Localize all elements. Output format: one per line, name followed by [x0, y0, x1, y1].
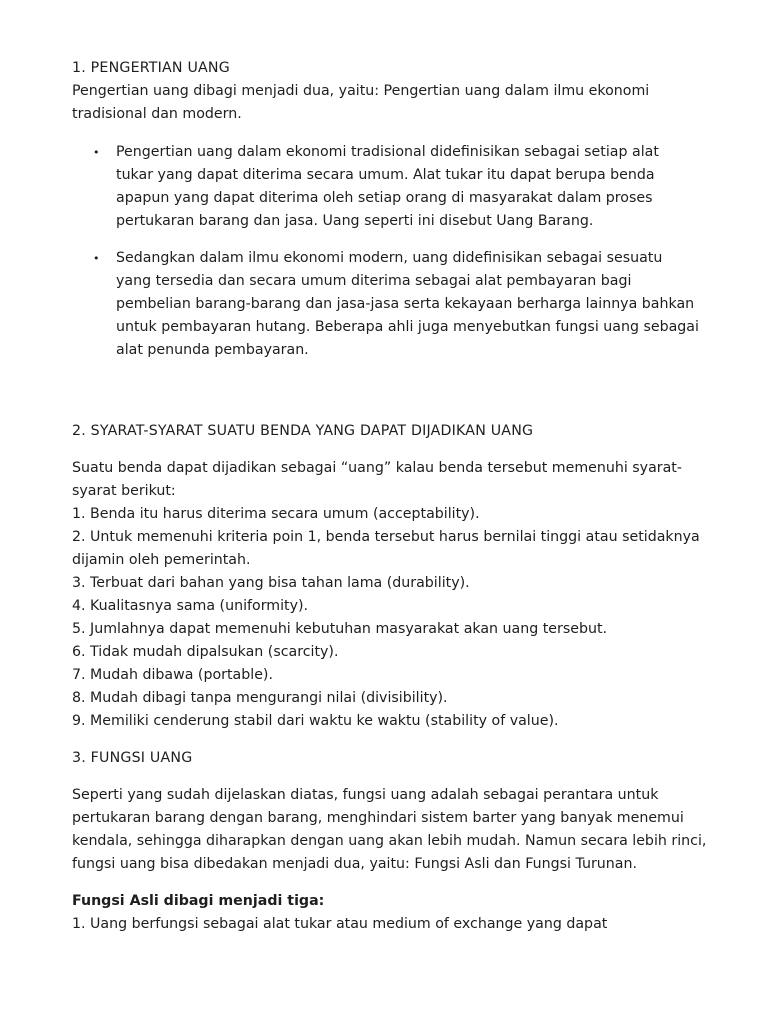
bullet-icon: •: [93, 252, 100, 265]
section-1-bullet-list: [72, 141, 712, 362]
list-item: 1. Uang berfungsi sebagai alat tukar atau medium of exchange yang dapat: [72, 916, 608, 932]
bullet-icon: •: [93, 146, 100, 159]
section-syarat-syarat: [72, 420, 712, 733]
section-3-numbered-list: [72, 913, 712, 936]
section-1-intro: Pengertian uang dibagi menjadi dua, yaitu: Pengertian uang dalam ilmu ekonomi tradisional dan modern.: [72, 83, 650, 122]
list-item: 4. Kualitasnya sama (uniformity).: [72, 598, 309, 614]
list-item: 9. Memiliki cenderung stabil dari waktu ke waktu (stability of value).: [72, 713, 559, 729]
list-item: 3. Terbuat dari bahan yang bisa tahan lama (durability).: [72, 575, 470, 591]
section-3-paragraph: Seperti yang sudah dijelaskan diatas, fungsi uang adalah sebagai perantara untuk pertukaran barang dengan barang, menghindari sistem barter yang banyak menemui kendala, sehingga diharapkan dengan uang akan lebih mudah. Namun secara lebih rinci, fungsi uang bisa dibedakan menjadi dua, yaitu: Fungsi Asli dan Fungsi Turunan.: [72, 787, 707, 872]
bullet-item: [72, 141, 700, 233]
section-fungsi-uang: [72, 747, 712, 936]
section-1-heading: 1. PENGERTIAN UANG: [72, 60, 230, 76]
section-3-heading: 3. FUNGSI UANG: [72, 750, 193, 766]
list-item: 6. Tidak mudah dipalsukan (scarcity).: [72, 644, 339, 660]
section-2-numbered-list: [72, 503, 712, 733]
document-page: [72, 57, 712, 936]
section-2-intro: Suatu benda dapat dijadikan sebagai “uang” kalau benda tersebut memenuhi syarat-syarat berikut:: [72, 460, 682, 499]
list-item: 8. Mudah dibagi tanpa mengurangi nilai (divisibility).: [72, 690, 448, 706]
bullet-text: Sedangkan dalam ilmu ekonomi modern, uang didefinisikan sebagai sesuatu yang tersedia dan secara umum diterima sebagai alat pembayaran bagi pembelian barang-barang dan jasa-jasa serta kekayaan berharga lainnya bahkan untuk pembayaran hutang. Beberapa ahli juga menyebutkan fungsi uang sebagai alat penunda pembayaran.: [116, 250, 699, 358]
section-2-heading: 2. SYARAT-SYARAT SUATU BENDA YANG DAPAT DIJADIKAN UANG: [72, 423, 534, 439]
bullet-text: Pengertian uang dalam ekonomi tradisional didefinisikan sebagai setiap alat tukar yang dapat diterima secara umum. Alat tukar itu dapat berupa benda apapun yang dapat diterima oleh setiap orang di masyarakat dalam proses pertukaran barang dan jasa. Uang seperti ini disebut Uang Barang.: [116, 144, 659, 229]
bullet-item: [72, 247, 700, 362]
list-item: 5. Jumlahnya dapat memenuhi kebutuhan masyarakat akan uang tersebut.: [72, 621, 608, 637]
section-3-subheading: Fungsi Asli dibagi menjadi tiga:: [72, 893, 325, 909]
list-item: 7. Mudah dibawa (portable).: [72, 667, 273, 683]
section-pengertian-uang: [72, 57, 712, 362]
list-item: 1. Benda itu harus diterima secara umum (acceptability).: [72, 506, 480, 522]
list-item: 2. Untuk memenuhi kriteria poin 1, benda tersebut harus bernilai tinggi atau setidaknya dijamin oleh pemerintah.: [72, 529, 700, 568]
